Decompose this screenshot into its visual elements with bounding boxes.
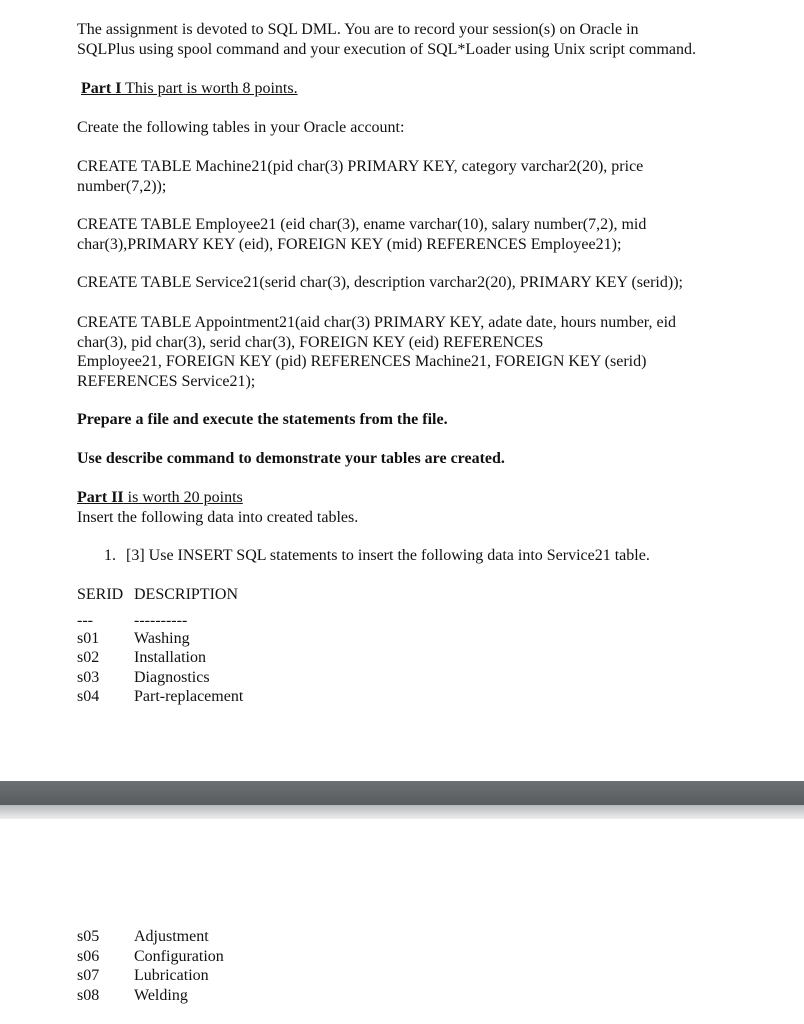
service-table-page-1 <box>77 585 334 707</box>
page-break-divider <box>0 781 804 821</box>
cell-serid: s03 <box>77 668 100 686</box>
list-item-1 <box>104 546 764 566</box>
service-table-page-2 <box>77 927 334 1005</box>
col-header-serid: SERID <box>77 586 124 603</box>
part1-heading <box>81 79 761 99</box>
part2-heading-rest: is worth 20 points <box>123 489 243 506</box>
page-break-bar <box>0 781 804 805</box>
stmt-service <box>77 273 757 293</box>
intro-paragraph <box>77 20 757 59</box>
cell-description: Part-replacement <box>134 688 244 705</box>
create-intro <box>77 118 757 138</box>
cell-description: Welding <box>134 986 188 1004</box>
col-header-description: DESCRIPTION <box>134 586 239 603</box>
cell-description: Adjustment <box>134 928 209 945</box>
cell-description: Washing <box>134 629 190 647</box>
service-table-separator <box>77 611 334 629</box>
page-break-shadow <box>0 805 804 819</box>
table-row <box>77 966 334 986</box>
part2-heading-bold: Part II <box>77 489 124 506</box>
insert-intro-text: Insert the following data into created tables. <box>77 509 359 526</box>
describe-instruction-text: Use describe command to demonstrate your tables are created. <box>77 450 505 467</box>
stmt-appointment <box>77 313 757 391</box>
cell-serid: s01 <box>77 629 100 647</box>
prepare-instruction-text: Prepare a file and execute the statements from the file. <box>77 411 448 428</box>
cell-serid: s07 <box>77 967 100 984</box>
part1-heading-rest: This part is worth 8 points. <box>121 80 298 97</box>
separator-description: ---------- <box>134 611 188 629</box>
stmt-machine <box>77 157 757 196</box>
stmt-service-line-1: CREATE TABLE Service21(serid char(3), description varchar2(20), PRIMARY KEY (serid)); <box>77 274 683 291</box>
cell-serid: s02 <box>77 649 100 666</box>
stmt-employee-line-1: CREATE TABLE Employee21 (eid char(3), ename varchar(10), salary number(7,2), mid <box>77 216 647 233</box>
table-row <box>77 986 334 1006</box>
stmt-appointment-line-2: char(3), pid char(3), serid char(3), FOREIGN KEY (eid) REFERENCES <box>77 333 544 351</box>
table-row <box>77 668 334 688</box>
cell-description: Configuration <box>134 947 224 965</box>
table-row <box>77 687 334 707</box>
cell-serid: s05 <box>77 928 100 945</box>
part2-heading <box>77 488 757 508</box>
stmt-employee <box>77 215 757 254</box>
cell-serid: s06 <box>77 947 100 965</box>
document-page-2 <box>0 821 804 1024</box>
stmt-appointment-line-3: Employee21, FOREIGN KEY (pid) REFERENCES Machine21, FOREIGN KEY (serid) <box>77 353 647 370</box>
insert-intro <box>77 508 757 528</box>
table-row <box>77 927 334 947</box>
cell-serid: s04 <box>77 688 100 705</box>
stmt-machine-line-1: CREATE TABLE Machine21(pid char(3) PRIMARY KEY, category varchar2(20), price <box>77 158 644 175</box>
cell-description: Installation <box>134 649 206 666</box>
table-row <box>77 629 334 649</box>
cell-serid: s08 <box>77 986 100 1004</box>
cell-description: Lubrication <box>134 967 209 984</box>
list-item-1-text: [3] Use INSERT SQL statements to insert the following data into Service21 table. <box>126 547 650 564</box>
stmt-employee-line-2: char(3),PRIMARY KEY (eid), FOREIGN KEY (mid) REFERENCES Employee21); <box>77 235 622 253</box>
create-intro-text: Create the following tables in your Oracle account: <box>77 119 405 136</box>
list-item-1-number: 1. <box>104 547 116 564</box>
describe-instruction <box>77 449 757 469</box>
service-table-header <box>77 585 334 605</box>
separator-serid: --- <box>77 611 93 629</box>
part1-heading-bold: Part I <box>81 80 122 97</box>
stmt-appointment-line-1: CREATE TABLE Appointment21(aid char(3) PRIMARY KEY, adate date, hours number, eid <box>77 314 677 331</box>
intro-line-1: The assignment is devoted to SQL DML. You are to record your session(s) on Oracle in <box>77 21 639 38</box>
table-row <box>77 947 334 967</box>
intro-line-2: SQLPlus using spool command and your execution of SQL*Loader using Unix script command. <box>77 40 697 58</box>
table-row <box>77 648 334 668</box>
prepare-instruction <box>77 410 757 430</box>
cell-description: Diagnostics <box>134 668 210 686</box>
stmt-machine-line-2: number(7,2)); <box>77 177 167 195</box>
stmt-appointment-line-4: REFERENCES Service21); <box>77 372 256 390</box>
